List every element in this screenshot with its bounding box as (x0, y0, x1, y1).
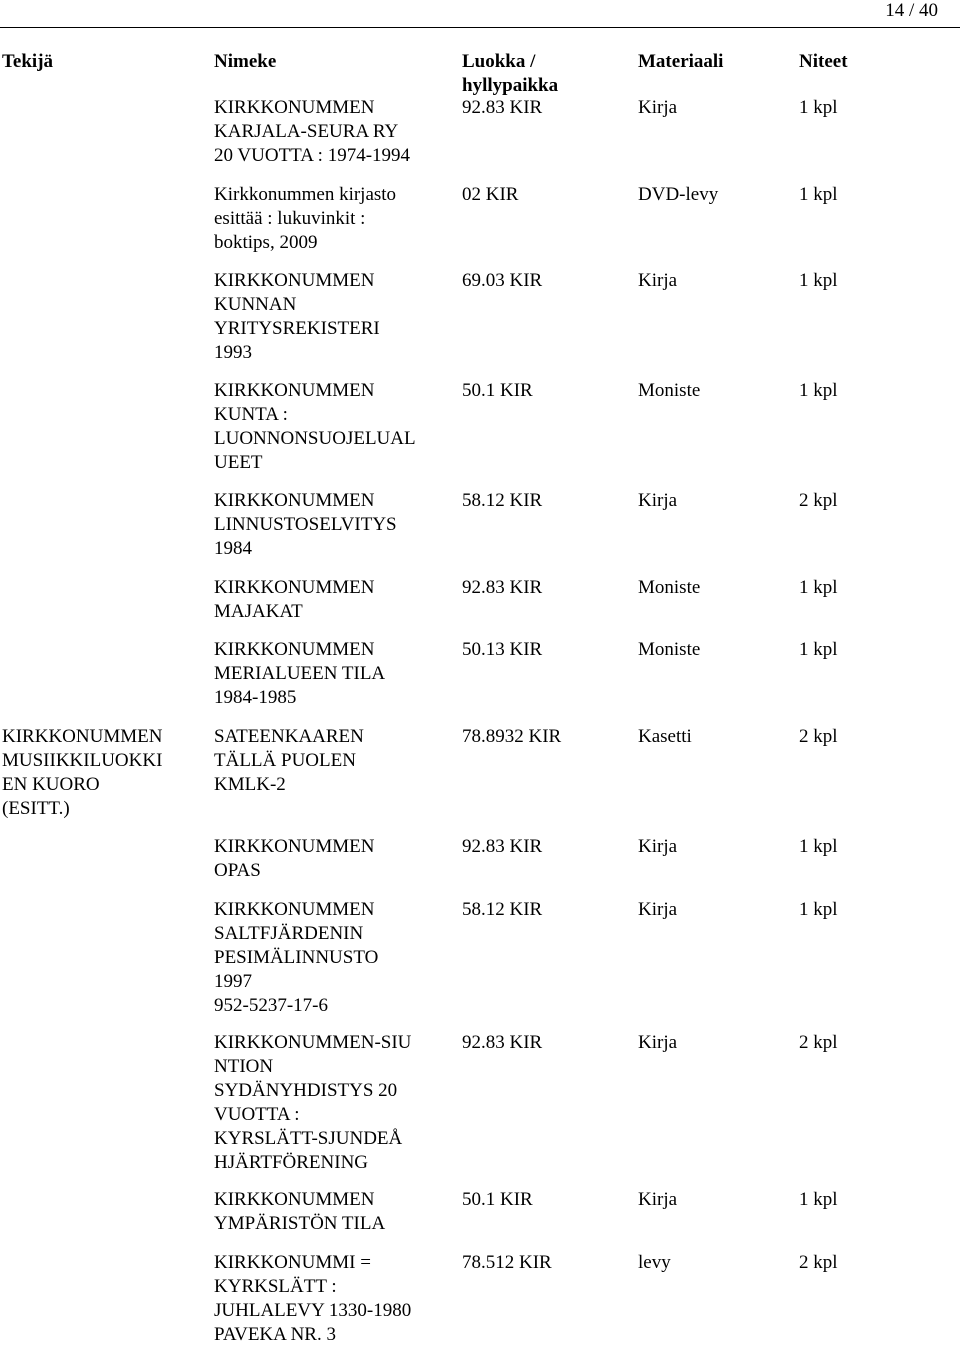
header-title: Nimeke (214, 51, 277, 72)
cell-count: 2 kpl (799, 1252, 838, 1273)
cell-title: Kirkkonummen kirjasto esittää : lukuvinkit : boktips, 2009 (214, 184, 397, 253)
cell-title: KIRKKONUMMI = KYRKSLÄTT : JUHLALEVY 1330-1980 PAVEKA NR. 3 (214, 1252, 412, 1345)
header-material: Materiaali (638, 51, 724, 72)
cell-class: 58.12 KIR (462, 899, 543, 920)
cell-title: KIRKKONUMMEN-SIU NTION SYDÄNYHDISTYS 20 VUOTTA : KYRSLÄTT-SJUNDEÅ HJÄRTFÖRENING (214, 1032, 412, 1173)
cell-class: 92.83 KIR (462, 577, 543, 598)
cell-material: Kirja (638, 899, 678, 920)
cell-count: 2 kpl (799, 726, 838, 747)
cell-title: KIRKKONUMMEN LINNUSTOSELVITYS 1984 (214, 490, 397, 559)
header-class: Luokka / hyllypaikka (462, 51, 559, 96)
cell-class: 50.1 KIR (462, 380, 533, 401)
cell-count: 1 kpl (799, 270, 838, 291)
cell-material: Kirja (638, 97, 678, 118)
cell-material: Moniste (638, 639, 701, 660)
cell-material: Kirja (638, 1032, 678, 1053)
cell-count: 1 kpl (799, 836, 838, 857)
cell-material: Moniste (638, 380, 701, 401)
cell-material: Moniste (638, 577, 701, 598)
cell-count: 2 kpl (799, 1032, 838, 1053)
cell-count: 1 kpl (799, 184, 838, 205)
cell-title: KIRKKONUMMEN SALTFJÄRDENIN PESIMÄLINNUSTO 1997 952-5237-17-6 (214, 899, 379, 1016)
cell-class: 92.83 KIR (462, 1032, 543, 1053)
cell-title: KIRKKONUMMEN OPAS (214, 836, 375, 881)
cell-class: 50.13 KIR (462, 639, 543, 660)
cell-title: KIRKKONUMMEN MERIALUEEN TILA 1984-1985 (214, 639, 386, 708)
cell-class: 92.83 KIR (462, 97, 543, 118)
cell-class: 58.12 KIR (462, 490, 543, 511)
cell-class: 50.1 KIR (462, 1189, 533, 1210)
cell-title: KIRKKONUMMEN KUNNAN YRITYSREKISTERI 1993 (214, 270, 380, 363)
cell-count: 2 kpl (799, 490, 838, 511)
cell-count: 1 kpl (799, 899, 838, 920)
cell-author: KIRKKONUMMEN MUSIIKKILUOKKI EN KUORO (ESITT.) (2, 726, 163, 819)
cell-title: SATEENKAAREN TÄLLÄ PUOLEN KMLK-2 (214, 726, 364, 795)
cell-count: 1 kpl (799, 97, 838, 118)
cell-class: 69.03 KIR (462, 270, 543, 291)
cell-count: 1 kpl (799, 639, 838, 660)
cell-material: Kirja (638, 490, 678, 511)
cell-material: Kasetti (638, 726, 692, 747)
cell-material: levy (638, 1252, 671, 1273)
header-count: Niteet (799, 51, 848, 72)
cell-class: 02 KIR (462, 184, 519, 205)
top-rule (0, 27, 960, 28)
header-author: Tekijä (2, 51, 54, 72)
cell-class: 78.8932 KIR (462, 726, 562, 747)
cell-count: 1 kpl (799, 380, 838, 401)
cell-class: 78.512 KIR (462, 1252, 552, 1273)
page-number: 14 / 40 (885, 0, 938, 21)
cell-count: 1 kpl (799, 577, 838, 598)
cell-title: KIRKKONUMMEN KUNTA : LUONNONSUOJELUAL UEET (214, 380, 416, 473)
cell-material: Kirja (638, 270, 678, 291)
cell-title: KIRKKONUMMEN MAJAKAT (214, 577, 375, 622)
cell-material: Kirja (638, 836, 678, 857)
cell-class: 92.83 KIR (462, 836, 543, 857)
cell-count: 1 kpl (799, 1189, 838, 1210)
cell-title: KIRKKONUMMEN KARJALA-SEURA RY 20 VUOTTA : 1974-1994 (214, 97, 411, 166)
cell-material: Kirja (638, 1189, 678, 1210)
cell-material: DVD-levy (638, 184, 719, 205)
cell-title: KIRKKONUMMEN YMPÄRISTÖN TILA (214, 1189, 386, 1234)
